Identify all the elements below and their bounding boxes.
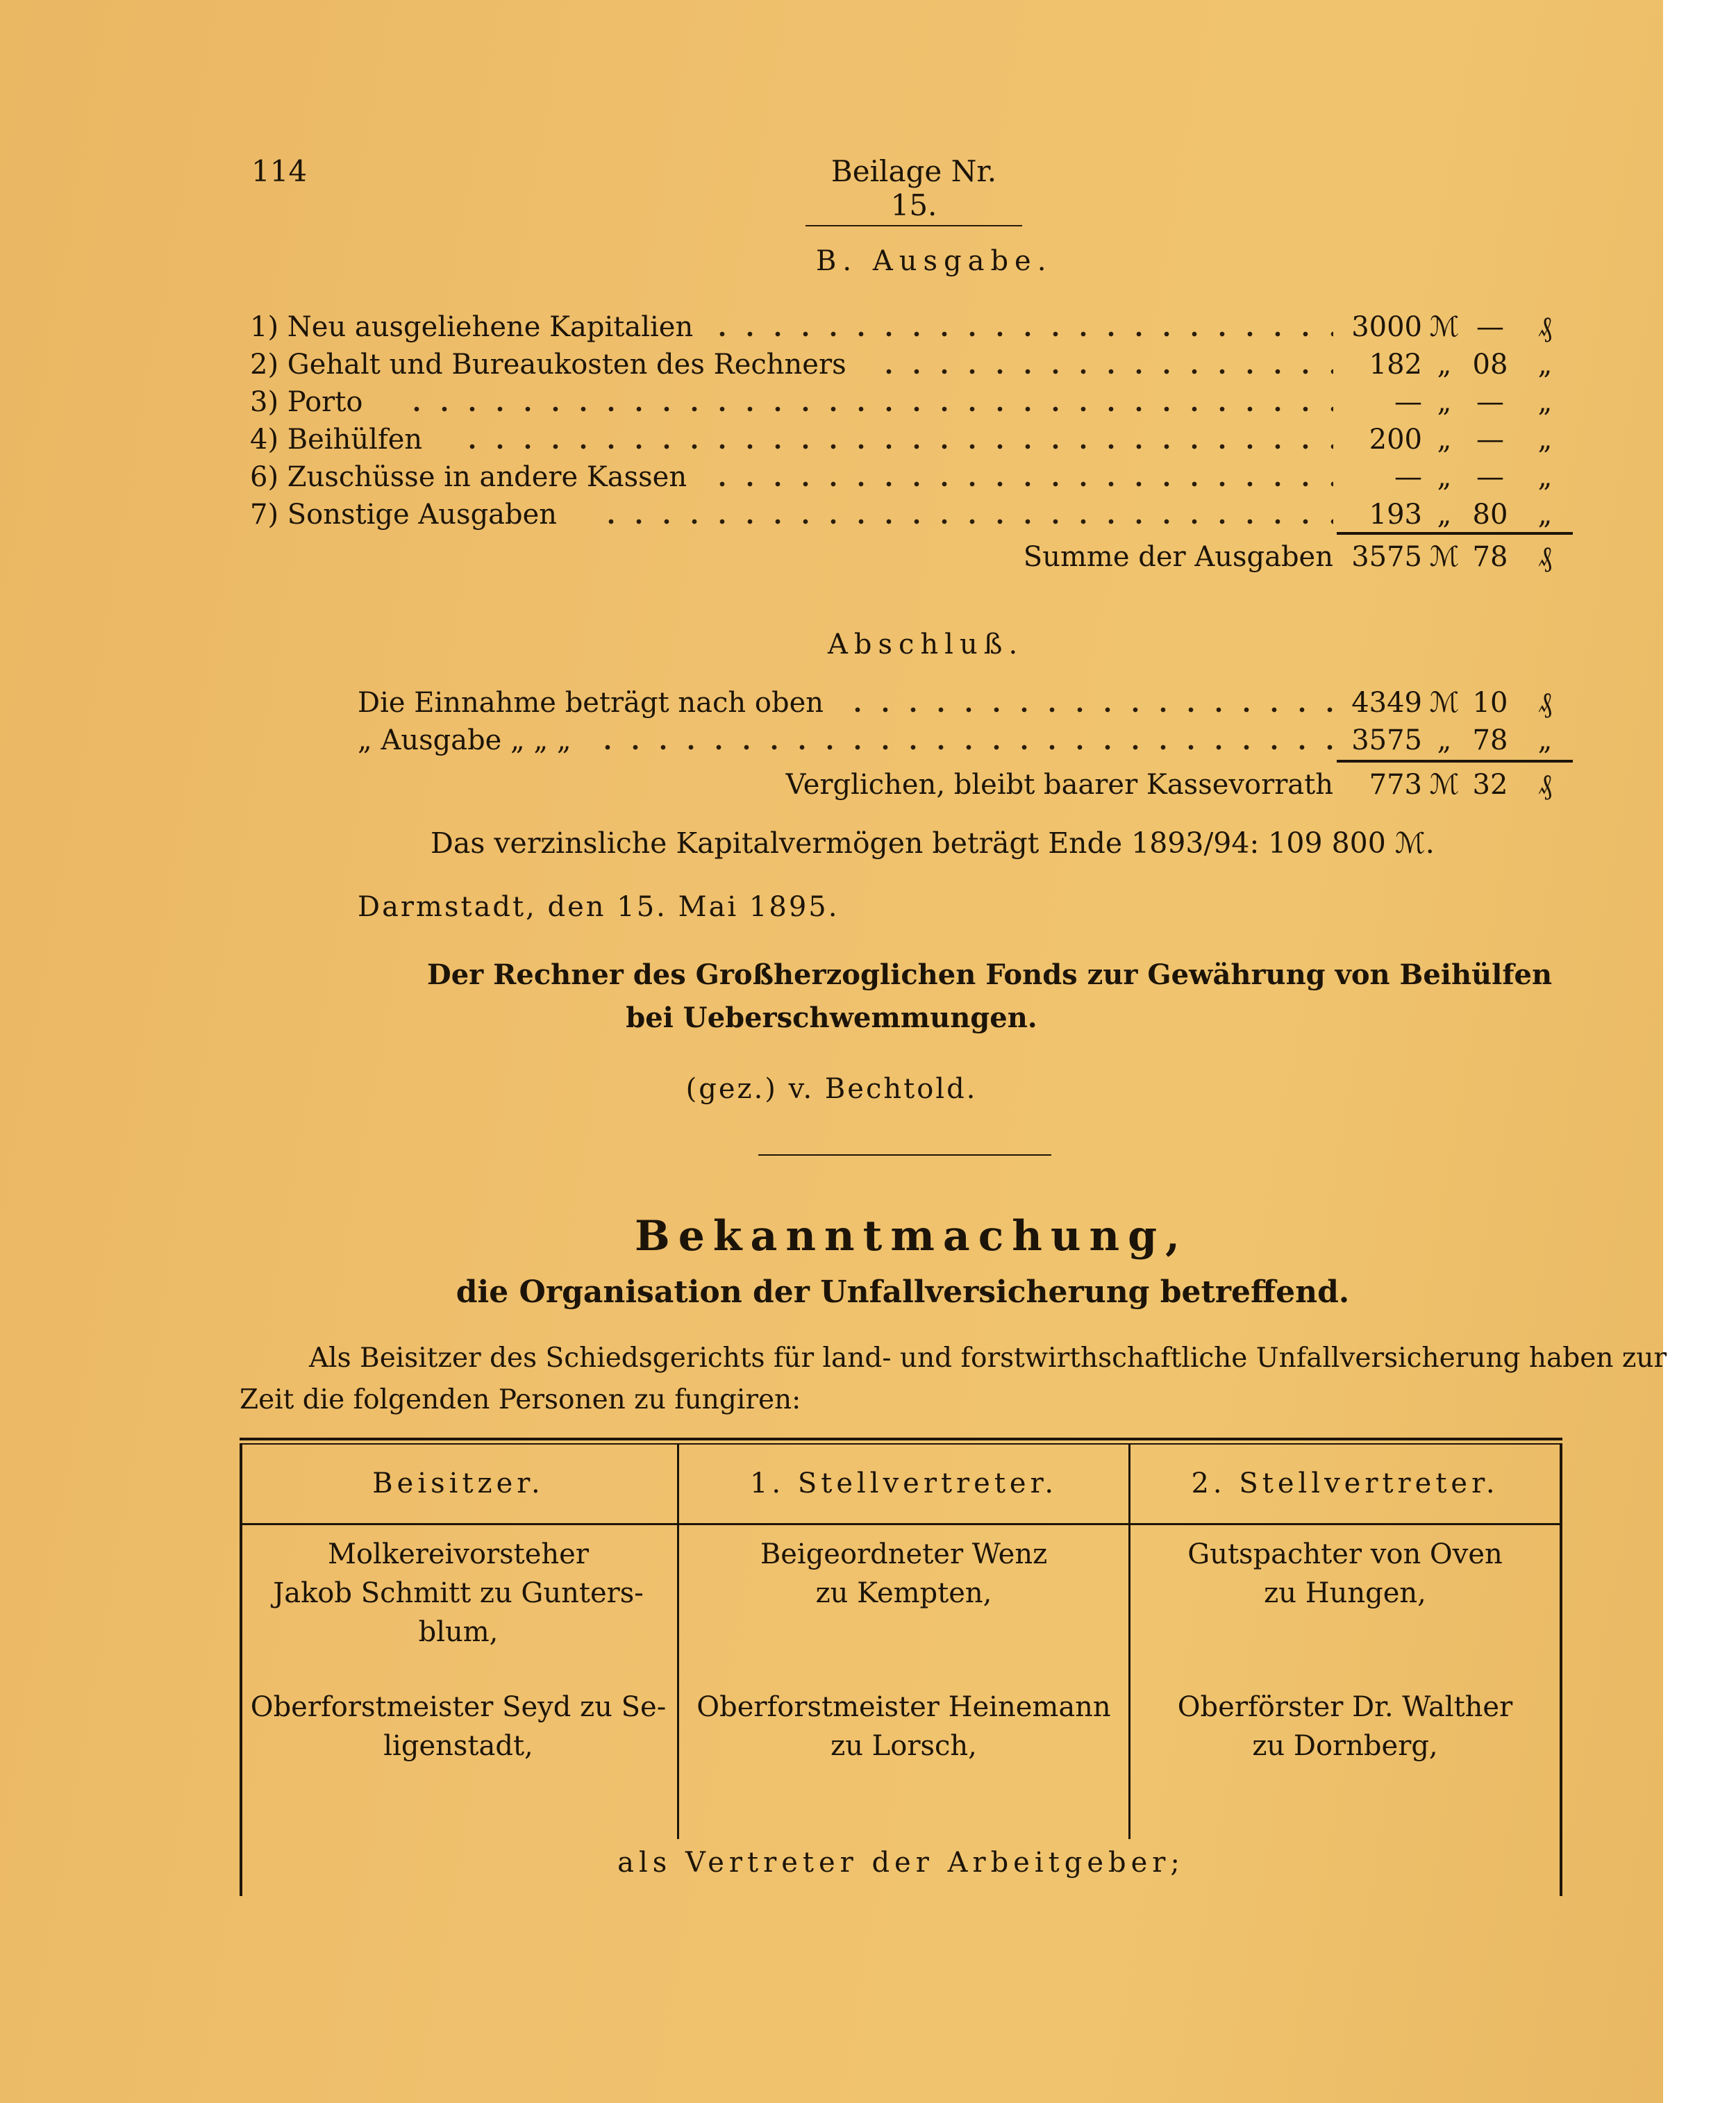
- announcement-title: Bekanntmachung,: [635, 1212, 1188, 1261]
- signed-by: (gez.) v. Bechtold.: [685, 1073, 978, 1105]
- table-footer: als Vertreter der Arbeitgeber;: [617, 1847, 1185, 1879]
- expenditure-row: [250, 347, 1569, 383]
- signature-line-2: bei Ueberschwemmungen.: [626, 1001, 1037, 1034]
- expenditure-amount: 193: [1369, 499, 1422, 531]
- expenditure-cents: —: [1476, 424, 1504, 456]
- expenditure-label: 1) Neu ausgeliehene Kapitalien: [250, 311, 694, 343]
- expenditure-sym: „: [1537, 499, 1553, 531]
- balance-cents: 32: [1472, 769, 1508, 801]
- leader-dots: [708, 459, 1333, 495]
- income-label: Die Einnahme beträgt nach oben: [358, 687, 824, 719]
- leader-dots: [844, 685, 1333, 721]
- balance-symbol: ₰: [1538, 769, 1552, 801]
- closing-balance-row: [250, 767, 1569, 803]
- closing-expense-row: [358, 722, 1569, 758]
- expenditure-cur: „: [1437, 461, 1452, 493]
- expenditure-label: 2) Gehalt und Bureaukosten des Rechners: [250, 349, 846, 381]
- expenditure-amount: 200: [1369, 424, 1422, 456]
- expenditure-amount: —: [1394, 461, 1422, 493]
- expense-cents: 78: [1472, 724, 1508, 756]
- expenditure-sym: „: [1537, 349, 1553, 381]
- expenditure-row: [250, 422, 1569, 458]
- section-b-title: B. Ausgabe.: [816, 245, 1053, 277]
- sum-row: [250, 539, 1569, 575]
- signature-line-1: Der Rechner des Großherzoglichen Fonds zur Gewährung von Beihülfen: [427, 958, 1553, 991]
- expenditure-row: [250, 384, 1569, 420]
- place-date: Darmstadt, den 15. Mai 1895.: [358, 891, 840, 923]
- announcement-intro-2: Zeit die folgenden Personen zu fungiren:: [240, 1384, 801, 1415]
- leader-dots: [458, 422, 1333, 458]
- expenditure-amount: 182: [1369, 349, 1422, 381]
- expenditure-label: 6) Zuschüsse in andere Kassen: [250, 461, 687, 493]
- leader-dots: [597, 497, 1333, 533]
- expenditure-cur: ℳ: [1429, 311, 1460, 343]
- table-cell: Oberförster Dr. Walther zu Dornberg,: [1177, 1691, 1513, 1762]
- leader-dots: [594, 722, 1333, 758]
- expenditure-row: [250, 309, 1569, 345]
- income-symbol: ₰: [1538, 687, 1552, 719]
- table-cell: Molkereivorsteher Jakob Schmitt zu Gunters- blum,: [273, 1538, 644, 1648]
- closing-title: Abschluß.: [828, 629, 1024, 660]
- expenditure-cents: —: [1476, 461, 1504, 493]
- expenditure-label: 3) Porto: [250, 386, 363, 418]
- sum-cents: 78: [1472, 541, 1508, 573]
- income-cents: 10: [1472, 687, 1508, 719]
- expense-amount: 3575: [1351, 724, 1422, 756]
- supplement-header: Beilage Nr. 15.: [806, 154, 1022, 226]
- table-cell: Oberforstmeister Seyd zu Se- ligenstadt,: [250, 1691, 667, 1762]
- expenditure-cents: —: [1476, 311, 1504, 343]
- expense-symbol: „: [1537, 724, 1553, 756]
- capital-note: Das verzinsliche Kapitalvermögen beträgt Ende 1893/94: 109 800 ℳ.: [431, 826, 1435, 860]
- balance-currency: ℳ: [1429, 769, 1460, 801]
- expenditure-cents: —: [1476, 386, 1504, 418]
- expenditure-cents: 08: [1472, 349, 1508, 381]
- income-amount: 4349: [1351, 687, 1422, 719]
- balance-amount: 773: [1369, 769, 1422, 801]
- assessor-table: [240, 1438, 1562, 1896]
- table-rule-top-thin: [240, 1443, 1562, 1445]
- balance-rule: [1337, 760, 1573, 763]
- page-number: 114: [251, 154, 308, 188]
- expenditure-label: 7) Sonstige Ausgaben: [250, 499, 558, 531]
- expenditure-cur: „: [1437, 386, 1452, 418]
- expenditure-amount: —: [1394, 386, 1422, 418]
- leader-dots: [403, 384, 1333, 420]
- expenditure-cur: „: [1437, 349, 1452, 381]
- expenditure-cents: 80: [1472, 499, 1508, 531]
- expenditure-cur: „: [1437, 424, 1452, 456]
- expenditure-row: [250, 497, 1569, 533]
- expenditure-label: 4) Beihülfen: [250, 424, 423, 456]
- scan-margin: [1663, 0, 1736, 2103]
- balance-label: Verglichen, bleibt baarer Kassevorrath: [785, 769, 1333, 801]
- leader-dots: [708, 309, 1333, 345]
- expenditure-sym: „: [1537, 386, 1553, 418]
- header-stellvertreter-2: 2. Stellvertreter.: [1191, 1468, 1499, 1499]
- table-rule-top: [240, 1438, 1562, 1440]
- expenditure-row: [250, 459, 1569, 495]
- table-cell: Oberforstmeister Heinemann zu Lorsch,: [696, 1691, 1111, 1762]
- sum-amount: 3575: [1351, 541, 1422, 573]
- expense-currency: „: [1437, 724, 1452, 756]
- table-border-left: [240, 1443, 242, 1896]
- header-beisitzer: Beisitzer.: [372, 1468, 544, 1499]
- sum-rule: [1337, 532, 1573, 535]
- leader-dots: [875, 347, 1333, 383]
- section-divider: [758, 1154, 1051, 1156]
- sum-label: Summe der Ausgaben: [1023, 541, 1333, 573]
- expenditure-amount: 3000: [1351, 311, 1422, 343]
- closing-income-row: [358, 685, 1569, 721]
- expenditure-sym: „: [1537, 461, 1553, 493]
- expense-label: „ Ausgabe „ „ „: [358, 724, 571, 756]
- table-cell: Beigeordneter Wenz zu Kempten,: [760, 1538, 1048, 1609]
- income-currency: ℳ: [1429, 687, 1460, 719]
- table-cell: Gutspachter von Oven zu Hungen,: [1187, 1538, 1503, 1609]
- expenditure-sym: „: [1537, 424, 1553, 456]
- sum-currency: ℳ: [1429, 541, 1460, 573]
- announcement-subtitle: die Organisation der Unfallversicherung betreffend.: [456, 1274, 1350, 1310]
- announcement-intro-1: Als Beisitzer des Schiedsgerichts für land- und forstwirthschaftliche Unfallversicherung haben zur: [309, 1343, 1667, 1374]
- table-header-rule: [240, 1523, 1562, 1525]
- expenditure-sym: ₰: [1538, 311, 1552, 343]
- expenditure-cur: „: [1437, 499, 1452, 531]
- sum-symbol: ₰: [1538, 541, 1552, 573]
- table-border-right: [1560, 1443, 1562, 1896]
- header-stellvertreter-1: 1. Stellvertreter.: [749, 1468, 1058, 1499]
